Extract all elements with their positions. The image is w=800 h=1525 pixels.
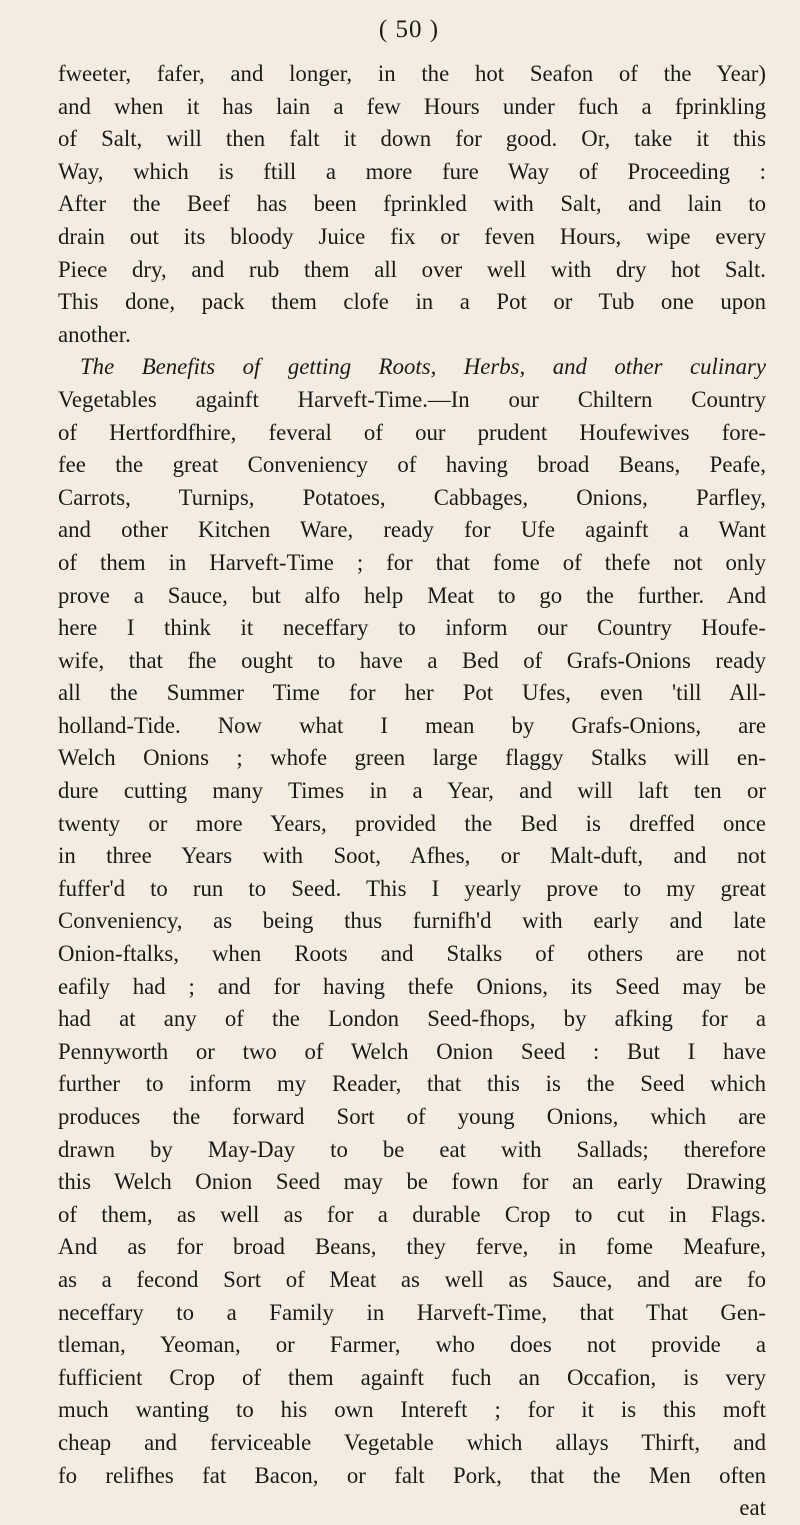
page-number: ( 50 ): [378, 16, 440, 43]
text-line: here I think it neceffary to inform our Country Houfe-: [58, 615, 766, 641]
text-line: further to inform my Reader, that this is the Seed which: [58, 1071, 766, 1097]
text-line: of them, as well as for a durable Crop to cut in Flags.: [58, 1201, 766, 1227]
text-line: neceffary to a Family in Harveft-Time, that That Gen-: [58, 1299, 766, 1325]
text-line: much wanting to his own Intereft ; for it is this moft: [58, 1397, 766, 1423]
text-line: drawn by May-Day to be eat with Sallads; therefore: [58, 1136, 766, 1162]
text-line: fufficient Crop of them againft fuch an Occafion, is very: [58, 1364, 766, 1390]
body-text: [58, 58, 766, 1525]
text-line: After the Beef has been fprinkled with Salt, and lain to: [58, 191, 766, 217]
text-line: dure cutting many Times in a Year, and will laft ten or: [58, 778, 766, 804]
text-line: in three Years with Soot, Afhes, or Malt-duft, and not: [58, 843, 766, 869]
text-line: and other Kitchen Ware, ready for Ufe againft a Want: [58, 517, 766, 543]
text-line: of Hertfordfhire, feveral of our prudent Houfewives fore-: [58, 419, 766, 445]
text-line: Carrots, Turnips, Potatoes, Cabbages, Onions, Parfley,: [58, 484, 766, 510]
section-heading: [58, 351, 766, 384]
text-line: tleman, Yeoman, or Farmer, who does not provide a: [58, 1332, 766, 1358]
text-line: fo relifhes fat Bacon, or falt Pork, that the Men often: [58, 1462, 766, 1488]
text-line: And as for broad Beans, they ferve, in fome Meafure,: [58, 1234, 766, 1260]
text-line: had at any of the London Seed-fhops, by afking for a: [58, 1006, 766, 1032]
text-line: Welch Onions ; whofe green large flaggy Stalks will en-: [58, 745, 766, 771]
text-line: of Salt, will then falt it down for good. Or, take it this: [58, 126, 766, 152]
text-line: This done, pack them clofe in a Pot or Tub one upon: [58, 289, 766, 315]
text-line: cheap and ferviceable Vegetable which allays Thirft, and: [58, 1429, 766, 1455]
text-line: Piece dry, and rub them all over well with dry hot Salt.: [58, 256, 766, 282]
text-line: another.: [58, 321, 131, 347]
text-line: Way, which is ftill a more fure Way of Proceeding :: [58, 158, 766, 184]
text-line: holland-Tide. Now what I mean by Grafs-Onions, are: [58, 712, 766, 738]
text-line: as a fecond Sort of Meat as well as Sauce, and are fo: [58, 1266, 766, 1292]
text-line: produces the forward Sort of young Onions, which are: [58, 1104, 766, 1129]
text-line: fuffer'd to run to Seed. This I yearly prove to my great: [58, 875, 766, 901]
text-line: drain out its bloody Juice fix or feven Hours, wipe every: [58, 223, 766, 249]
text-line: eafily had ; and for having thefe Onions, its Seed may be: [58, 973, 766, 999]
catchword: eat: [739, 1495, 766, 1521]
text-line: this Welch Onion Seed may be fown for an early Drawing: [58, 1169, 766, 1195]
heading-italic: The Benefits of getting Roots, Herbs, and other culinary: [80, 354, 766, 380]
text-line: of them in Harveft-Time ; for that fome of thefe not only: [58, 549, 766, 575]
text-line: fweeter, fafer, and longer, in the hot Seafon of the Year): [58, 61, 766, 86]
text-line: Conveniency, as being thus furnifh'd with early and late: [58, 908, 766, 934]
text-line: and when it has lain a few Hours under fuch a fprinkling: [58, 93, 766, 119]
text-line: wife, that fhe ought to have a Bed of Grafs-Onions ready: [58, 647, 766, 673]
text-line: all the Summer Time for her Pot Ufes, even 'till All-: [58, 680, 766, 706]
text-line: Pennyworth or two of Welch Onion Seed : But I have: [58, 1038, 766, 1064]
text-line: Onion-ftalks, when Roots and Stalks of others are not: [58, 941, 766, 967]
section-heading-cont: Vegetables againft Harveft-Time.—In our Chiltern Country: [58, 386, 766, 412]
text-line: prove a Sauce, but alfo help Meat to go the further. And: [58, 582, 766, 608]
text-line: twenty or more Years, provided the Bed is dreffed once: [58, 810, 766, 836]
text-line: fee the great Conveniency of having broad Beans, Peafe,: [58, 452, 766, 478]
